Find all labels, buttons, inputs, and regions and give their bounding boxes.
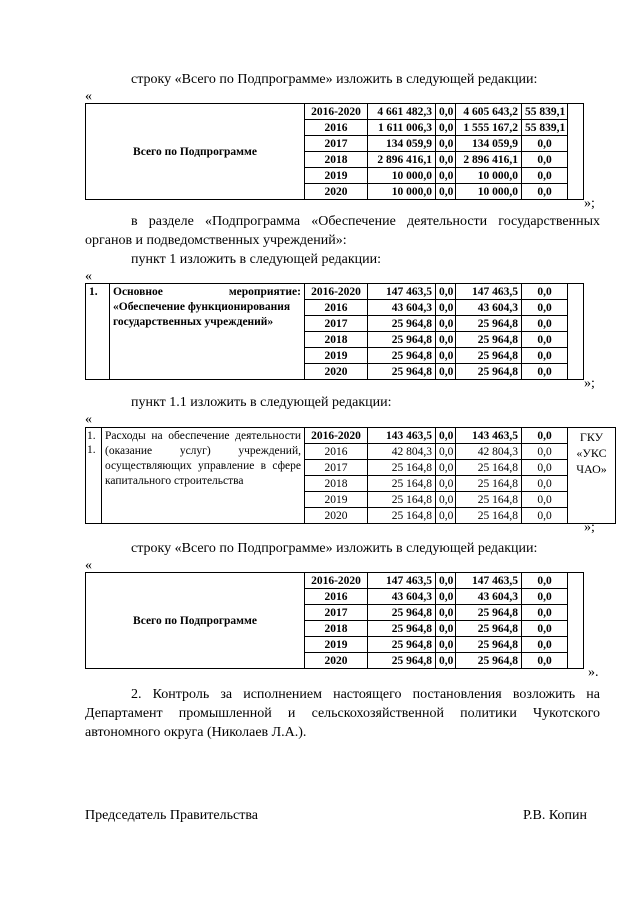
- okrug-cell: 25 164,8: [456, 476, 522, 492]
- federal-cell: 0,0: [436, 284, 456, 300]
- paragraph-point-1-1: пункт 1.1 изложить в следующей редакции:: [131, 395, 392, 410]
- period-cell: 2016: [305, 444, 368, 460]
- paragraph-section: [85, 212, 600, 250]
- federal-cell: 0,0: [436, 573, 456, 589]
- total-cell: 10 000,0: [368, 168, 436, 184]
- item-description: Расходы на обеспечение деятельности (оказание услуг) учреждений, осуществляющих управление в сфере капитального строительства: [102, 428, 305, 524]
- okrug-cell: 43 604,3: [456, 589, 522, 605]
- federal-cell: 0,0: [436, 589, 456, 605]
- okrug-cell: 25 964,8: [456, 653, 522, 669]
- other-cell: 0,0: [522, 152, 568, 168]
- okrug-cell: 2 896 416,1: [456, 152, 522, 168]
- federal-cell: 0,0: [436, 605, 456, 621]
- period-cell: 2020: [305, 364, 368, 380]
- total-cell: 1 611 006,3: [368, 120, 436, 136]
- paragraph-point-1: пункт 1 изложить в следующей редакции:: [131, 252, 381, 267]
- total-cell: 43 604,3: [368, 300, 436, 316]
- item-number: 1.: [86, 284, 110, 380]
- paragraph-total-row-2: строку «Всего по Подпрограмме» изложить в следующей редакции:: [131, 541, 538, 556]
- other-cell: 0,0: [522, 476, 568, 492]
- item-description-rest: «Обеспечение функционирования государственных учреждений»: [113, 301, 291, 328]
- total-cell: 43 604,3: [368, 589, 436, 605]
- okrug-cell: 147 463,5: [456, 284, 522, 300]
- table-total-2: [85, 572, 584, 669]
- federal-cell: 0,0: [436, 460, 456, 476]
- total-cell: 25 164,8: [368, 460, 436, 476]
- federal-cell: 0,0: [436, 364, 456, 380]
- federal-cell: 0,0: [436, 104, 456, 120]
- total-cell: 25 964,8: [368, 316, 436, 332]
- table-row: [86, 284, 584, 300]
- paragraph-section-line-1: в разделе «Подпрограмма «Обеспечение деятельности государственных: [131, 214, 600, 229]
- federal-cell: 0,0: [436, 316, 456, 332]
- period-cell: 2017: [305, 605, 368, 621]
- table-point-1: [85, 283, 584, 380]
- period-cell: 2016: [305, 589, 368, 605]
- item-description-word-2: мероприятие:: [228, 286, 301, 298]
- okrug-cell: 1 555 167,2: [456, 120, 522, 136]
- okrug-cell: 4 605 643,2: [456, 104, 522, 120]
- quote-close-3: »;: [584, 520, 595, 535]
- total-cell: 143 463,5: [368, 428, 436, 444]
- paragraph-section-line-2: органов и подведомственных учреждений»:: [85, 233, 347, 248]
- row-label: Всего по Подпрограмме: [86, 104, 305, 200]
- federal-cell: 0,0: [436, 508, 456, 524]
- other-cell: 0,0: [522, 332, 568, 348]
- quote-open-3: «: [85, 412, 92, 427]
- table-point-1-1: [85, 427, 616, 524]
- period-cell: 2018: [305, 152, 368, 168]
- other-cell: 0,0: [522, 316, 568, 332]
- paragraph-total-row-1: строку «Всего по Подпрограмме» изложить в следующей редакции:: [131, 72, 538, 87]
- period-cell: 2017: [305, 316, 368, 332]
- total-cell: 4 661 482,3: [368, 104, 436, 120]
- federal-cell: 0,0: [436, 332, 456, 348]
- signature-position: Председатель Правительства: [85, 808, 258, 823]
- period-cell: 2016: [305, 300, 368, 316]
- other-cell: 55 839,1: [522, 120, 568, 136]
- total-cell: 25 164,8: [368, 476, 436, 492]
- table-row: [86, 104, 584, 120]
- quote-close-1: »;: [584, 196, 595, 211]
- total-cell: 10 000,0: [368, 184, 436, 200]
- quote-close-4: ».: [588, 665, 599, 680]
- total-cell: 147 463,5: [368, 284, 436, 300]
- federal-cell: 0,0: [436, 152, 456, 168]
- period-cell: 2016-2020: [305, 428, 368, 444]
- federal-cell: 0,0: [436, 428, 456, 444]
- other-cell: 0,0: [522, 348, 568, 364]
- total-cell: 25 964,8: [368, 332, 436, 348]
- empty-executor-cell: [568, 104, 584, 200]
- row-label: Всего по Подпрограмме: [86, 573, 305, 669]
- okrug-cell: 25 964,8: [456, 364, 522, 380]
- quote-open-2: «: [85, 269, 92, 284]
- item-description-word-1: Основное: [113, 286, 163, 298]
- total-cell: 147 463,5: [368, 573, 436, 589]
- other-cell: 0,0: [522, 605, 568, 621]
- paragraph-control: 2. Контроль за исполнением настоящего постановления возложить на Департамент промышленной и сельскохозяйственной политики Чукотского автономного округа (Николаев Л.А.).: [85, 687, 600, 740]
- federal-cell: 0,0: [436, 653, 456, 669]
- okrug-cell: 25 964,8: [456, 605, 522, 621]
- item-number: 1.1.: [86, 428, 102, 524]
- period-cell: 2019: [305, 168, 368, 184]
- total-cell: 25 964,8: [368, 653, 436, 669]
- period-cell: 2016: [305, 120, 368, 136]
- other-cell: 0,0: [522, 184, 568, 200]
- okrug-cell: 25 164,8: [456, 508, 522, 524]
- federal-cell: 0,0: [436, 492, 456, 508]
- federal-cell: 0,0: [436, 621, 456, 637]
- total-cell: 25 964,8: [368, 348, 436, 364]
- period-cell: 2016-2020: [305, 573, 368, 589]
- period-cell: 2019: [305, 348, 368, 364]
- okrug-cell: 25 164,8: [456, 460, 522, 476]
- quote-open-4: «: [85, 558, 92, 573]
- period-cell: 2018: [305, 621, 368, 637]
- other-cell: 0,0: [522, 621, 568, 637]
- period-cell: 2018: [305, 332, 368, 348]
- federal-cell: 0,0: [436, 348, 456, 364]
- total-cell: 25 164,8: [368, 492, 436, 508]
- federal-cell: 0,0: [436, 444, 456, 460]
- other-cell: 0,0: [522, 136, 568, 152]
- total-cell: 25 964,8: [368, 605, 436, 621]
- period-cell: 2020: [305, 508, 368, 524]
- other-cell: 0,0: [522, 460, 568, 476]
- federal-cell: 0,0: [436, 168, 456, 184]
- other-cell: 0,0: [522, 492, 568, 508]
- okrug-cell: 10 000,0: [456, 184, 522, 200]
- total-cell: 42 804,3: [368, 444, 436, 460]
- other-cell: 0,0: [522, 508, 568, 524]
- other-cell: 0,0: [522, 168, 568, 184]
- okrug-cell: 143 463,5: [456, 428, 522, 444]
- table-row: [86, 573, 584, 589]
- other-cell: 55 839,1: [522, 104, 568, 120]
- federal-cell: 0,0: [436, 637, 456, 653]
- other-cell: 0,0: [522, 637, 568, 653]
- total-cell: 25 964,8: [368, 621, 436, 637]
- signature-name: Р.В. Копин: [523, 808, 587, 823]
- other-cell: 0,0: [522, 444, 568, 460]
- okrug-cell: 25 964,8: [456, 637, 522, 653]
- quote-open-1: «: [85, 89, 92, 104]
- item-description-line-1: [113, 285, 301, 300]
- item-description: [110, 284, 305, 380]
- table-total-1: [85, 103, 584, 200]
- other-cell: 0,0: [522, 300, 568, 316]
- period-cell: 2020: [305, 184, 368, 200]
- okrug-cell: 25 964,8: [456, 621, 522, 637]
- other-cell: 0,0: [522, 428, 568, 444]
- quote-close-2: »;: [584, 376, 595, 391]
- total-cell: 134 059,9: [368, 136, 436, 152]
- federal-cell: 0,0: [436, 184, 456, 200]
- okrug-cell: 25 964,8: [456, 316, 522, 332]
- executor-cell: ГКУ «УКС ЧАО»: [568, 428, 616, 524]
- okrug-cell: 43 604,3: [456, 300, 522, 316]
- other-cell: 0,0: [522, 653, 568, 669]
- period-cell: 2017: [305, 136, 368, 152]
- total-cell: 25 964,8: [368, 637, 436, 653]
- okrug-cell: 25 164,8: [456, 492, 522, 508]
- period-cell: 2017: [305, 460, 368, 476]
- federal-cell: 0,0: [436, 120, 456, 136]
- federal-cell: 0,0: [436, 136, 456, 152]
- period-cell: 2016-2020: [305, 104, 368, 120]
- total-cell: 25 964,8: [368, 364, 436, 380]
- other-cell: 0,0: [522, 589, 568, 605]
- okrug-cell: 25 964,8: [456, 332, 522, 348]
- empty-executor-cell: [568, 284, 584, 380]
- period-cell: 2018: [305, 476, 368, 492]
- table-row: [86, 428, 616, 444]
- okrug-cell: 10 000,0: [456, 168, 522, 184]
- okrug-cell: 147 463,5: [456, 573, 522, 589]
- total-cell: 2 896 416,1: [368, 152, 436, 168]
- okrug-cell: 25 964,8: [456, 348, 522, 364]
- other-cell: 0,0: [522, 573, 568, 589]
- federal-cell: 0,0: [436, 300, 456, 316]
- other-cell: 0,0: [522, 284, 568, 300]
- empty-executor-cell: [568, 573, 584, 669]
- other-cell: 0,0: [522, 364, 568, 380]
- period-cell: 2016-2020: [305, 284, 368, 300]
- period-cell: 2019: [305, 637, 368, 653]
- okrug-cell: 134 059,9: [456, 136, 522, 152]
- period-cell: 2019: [305, 492, 368, 508]
- period-cell: 2020: [305, 653, 368, 669]
- okrug-cell: 42 804,3: [456, 444, 522, 460]
- total-cell: 25 164,8: [368, 508, 436, 524]
- federal-cell: 0,0: [436, 476, 456, 492]
